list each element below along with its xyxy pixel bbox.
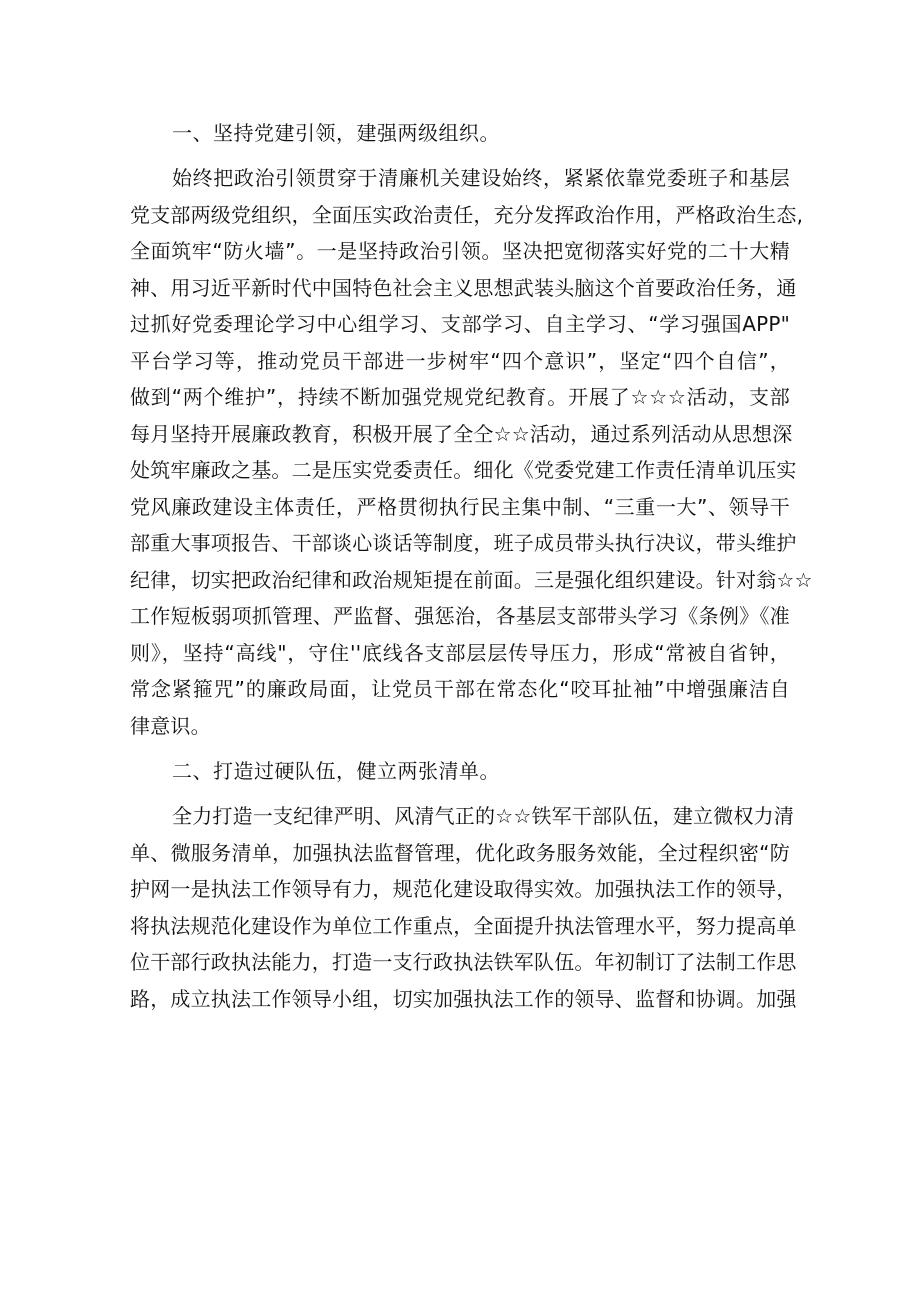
text-line: 全面筑牢“防火墙”。一是坚持政治引领。坚决把宽彻落实好党的二十大精 xyxy=(130,239,790,263)
section-2-heading: 二、打造过硬队伍，健立两张清单。 xyxy=(172,759,500,783)
text-line: 神、用习近平新时代中国特色社会主义思想武装头脑这个首要政治任务，通 xyxy=(130,275,797,300)
text-line: 做到“两个维护”，持续不断加强党规党纪教育。开展了☆☆☆活动，支部 xyxy=(130,385,790,409)
text-line: 工作短板弱项抓管理、严监督、强惩治，各基层支部带头学习《条例》《准 xyxy=(130,604,790,628)
text-line: 党支部两级党组织，全面压实政治责任，充分发挥政治作用，严格政治生态, xyxy=(130,202,804,227)
text-line: 纪律，切实把政治纪律和政治规矩提在前面。三是强化组织建设。针对翁☆☆ xyxy=(130,567,813,592)
text-line: 每月坚持开展廉政教育，积极开展了全仝☆☆活动，通过系列活动从思想深 xyxy=(130,421,793,446)
text-line: 全力打造一支纪律严明、风清气正的☆☆铁军干部队伍，建立微权力清 xyxy=(172,804,795,828)
text-line: 常念紧箍咒”的廉政局面，让党员干部在常态化“咬耳扯袖”中增强廉洁自 xyxy=(130,677,790,701)
text-line: 位干部行政执法能力，打造一支行政执法铁军队伍。年初制订了法制工作思 xyxy=(130,950,797,974)
text-line: 单、微服务清单，加强执法监督管理，优化政务服务效能，全过程织密“防 xyxy=(130,840,790,865)
section-1-heading: 一、坚持党建引领，建强两级组织。 xyxy=(172,121,500,145)
text-line: 平台学习等，推动党员干部进一步树牢“四个意识”，坚定“四个自信”， xyxy=(130,348,790,373)
document-body xyxy=(130,112,813,1023)
text-line: 党风廉政建设主体责任，严格贯彻执行民主集中制、“三重一大”、领导干 xyxy=(130,494,790,519)
text-line: 则》，坚持“高线"，守住''底线各支部层层传导压力，形成“常被自省钟， xyxy=(130,640,790,665)
text-line: 始终把政治引领贯穿于清廉机关建设始终，紧紧依靠党委班子和基层 xyxy=(172,166,790,190)
text-line: 将执法规范化建设作为单位工作重点，全面提升执法管理水平，努力提高单 xyxy=(130,913,797,938)
section-2-paragraph xyxy=(130,798,797,1017)
text-line: 律意识。 xyxy=(130,713,211,738)
text-line: 部重大事项报告、干部谈心谈话等制度，班子成员带头执行决议，带头维护 xyxy=(130,531,797,555)
text-line: 处筑牢廉政之基。二是压实党委责任。细化《党委党建工作责任清单讥压实 xyxy=(130,458,797,482)
text-line: 路，成立执法工作领导小组，切实加强执法工作的领导、监督和协调。加强 xyxy=(130,986,797,1011)
section-1-paragraph xyxy=(130,160,813,744)
text-line: 护网一是执法工作领导有力，规范化建设取得实效。加强执法工作的领导， xyxy=(130,877,797,901)
text-line: 过抓好党委理论学习中心组学习、支部学习、自主学习、“学习强国APP" xyxy=(130,312,790,336)
